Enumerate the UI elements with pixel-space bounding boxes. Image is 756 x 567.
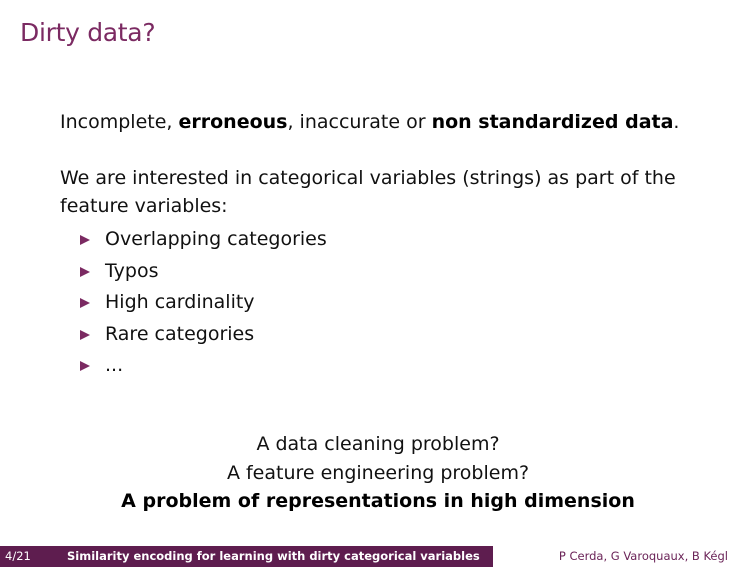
footer-talk-title: Similarity encoding for learning with dirty categorical variables <box>67 549 480 563</box>
conclusion-block <box>0 430 756 516</box>
triangle-bullet-icon <box>80 361 90 371</box>
footer-authors: P Cerda, G Varoquaux, B Kégl <box>558 549 728 563</box>
list-item-label: High cardinality <box>105 291 255 313</box>
list-item-label: Overlapping categories <box>105 228 327 250</box>
triangle-bullet-icon <box>80 330 90 340</box>
intro-sentence <box>60 108 720 136</box>
list-item <box>60 287 720 319</box>
slide-title: Dirty data? <box>20 18 156 47</box>
question-engineering: A feature engineering problem? <box>226 461 530 484</box>
list-item <box>60 256 720 288</box>
intro-bold-non-standardized: non standardized data <box>431 111 674 133</box>
spacer <box>60 136 720 164</box>
list-item-label: ... <box>105 354 124 376</box>
slide-footer <box>0 546 756 567</box>
footer-right-band <box>493 546 756 567</box>
list-item-label: Rare categories <box>105 322 255 345</box>
list-item <box>60 319 720 351</box>
intro-text-3: . <box>673 111 680 133</box>
list-item <box>60 350 720 382</box>
list-item <box>60 224 720 256</box>
list-item-label: Typos <box>105 259 159 282</box>
triangle-bullet-icon <box>80 298 90 308</box>
bullet-list <box>60 224 720 382</box>
question-cleaning: A data cleaning problem? <box>256 433 500 455</box>
slide-body <box>60 108 720 382</box>
triangle-bullet-icon <box>80 267 90 277</box>
conclusion-statement: A problem of representations in high dimension <box>121 490 635 512</box>
intro-text-2: , inaccurate or <box>287 111 432 133</box>
intro-bold-erroneous: erroneous <box>178 111 288 133</box>
footer-left-band <box>0 546 493 567</box>
intro-text-1: Incomplete, <box>60 111 179 133</box>
page-number: 4/21 <box>5 549 31 563</box>
triangle-bullet-icon <box>80 235 90 245</box>
interest-sentence: We are interested in categorical variables (strings) as part of the feature variables: <box>60 167 676 217</box>
